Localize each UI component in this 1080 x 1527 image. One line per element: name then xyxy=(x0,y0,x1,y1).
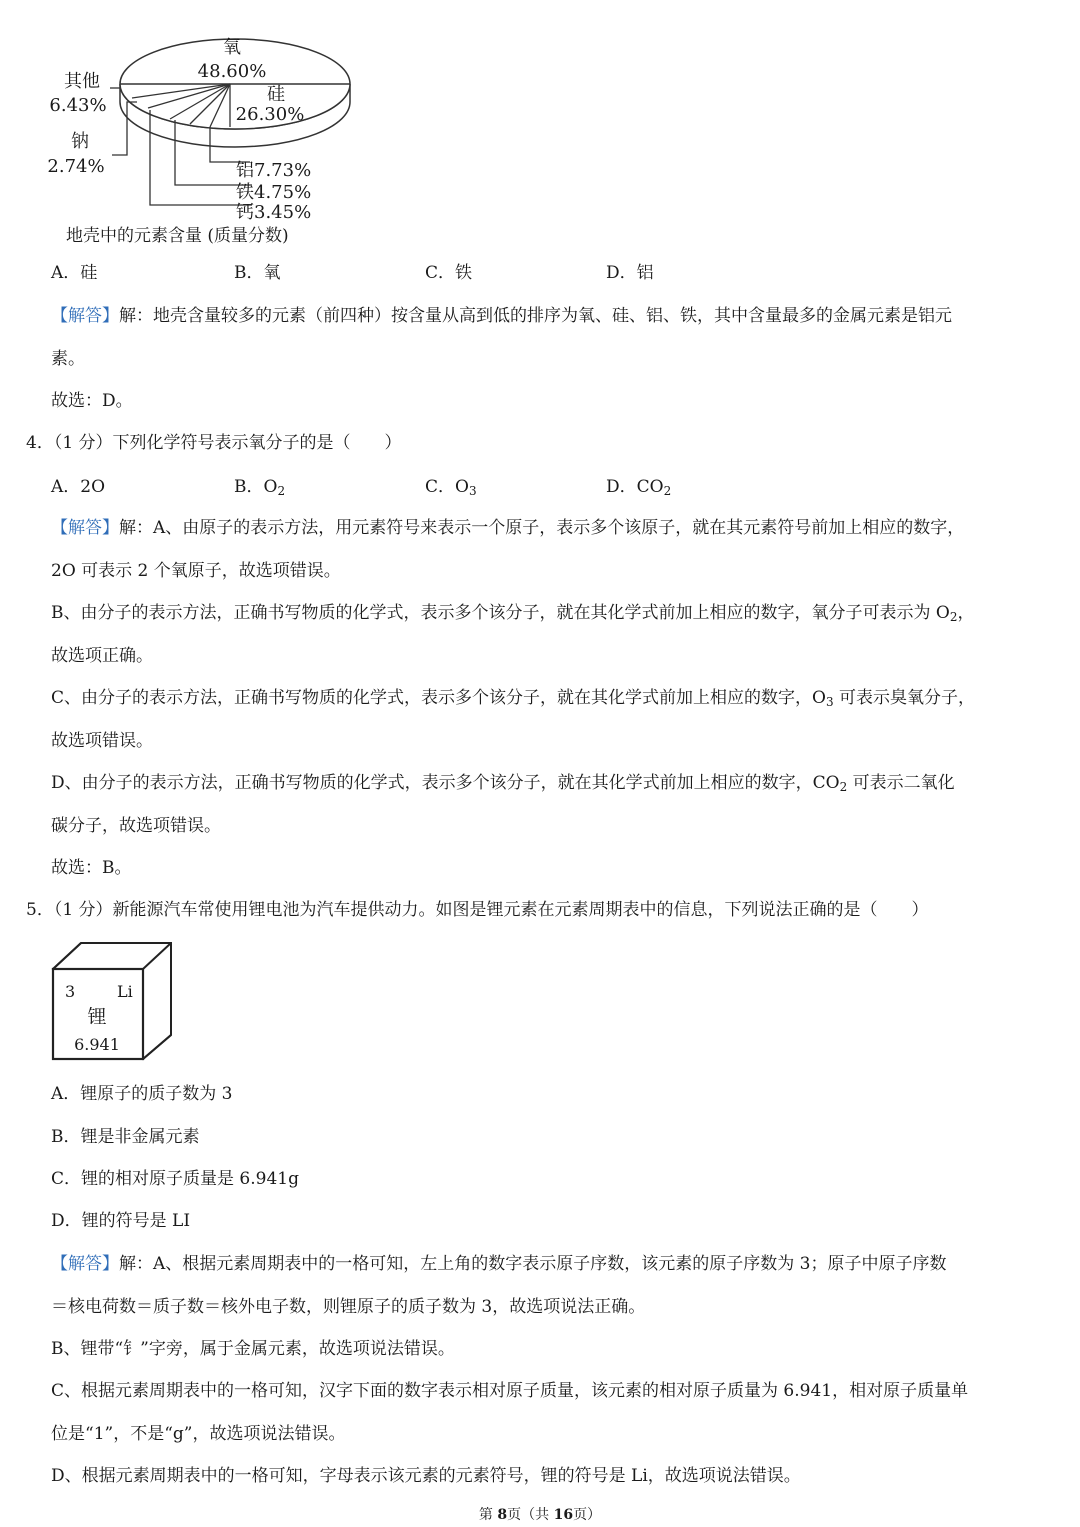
page-number: 8 xyxy=(497,1507,508,1523)
q3-option-d[interactable]: D．铝 xyxy=(606,263,654,283)
q3-answer-line1: 【解答】解：地壳含量较多的元素（前四种）按含量从高到低的排序为氧、硅、铝、铁，其中含量最多的金属元素是铝元 xyxy=(51,306,952,326)
lithium-element-cell xyxy=(50,940,180,1065)
q4-option-c[interactable]: C．$O_3$ xyxy=(425,477,477,498)
oxygen-value: 48.60% xyxy=(197,61,267,82)
q4-stem: 4．（1 分）下列化学符号表示氧分子的是（ ） xyxy=(26,433,402,453)
q5-answer-a-line2: ＝核电荷数＝质子数＝核外电子数，则锂原子的质子数为 3，故选项说法正确。 xyxy=(51,1297,646,1317)
silicon-label: 硅 xyxy=(267,84,285,105)
q4-answer-b-line2: 故选项正确。 xyxy=(51,646,153,666)
page-footer: 第 8页（共 16页） xyxy=(478,1507,602,1523)
element-symbol: Li xyxy=(117,982,133,1001)
q4-option-d[interactable]: D．$CO_2$ xyxy=(606,477,672,498)
q3-option-c[interactable]: C．铁 xyxy=(425,263,473,283)
q5-answer-b: B、锂带“钅”字旁，属于金属元素，故选项说法错误。 xyxy=(51,1339,455,1359)
q5-answer-d: D、根据元素周期表中的一格可知，字母表示该元素的元素符号，锂的符号是 Li，故选项说法错误。 xyxy=(51,1466,801,1486)
q3-choice: 故选：D。 xyxy=(51,391,133,411)
q5-answer-a-line1: 【解答】解：A、根据元素周期表中的一格可知，左上角的数字表示原子序数，该元素的原子序数为 3；原子中原子序数 xyxy=(51,1254,947,1274)
crust-element-pie-chart xyxy=(40,30,400,280)
answer-tag: 【解答】 xyxy=(51,518,119,538)
oxygen-label: 氧 xyxy=(223,37,241,58)
q4-answer-a-line2: 2O 可表示 2 个氧原子，故选项错误。 xyxy=(51,561,341,581)
q5-stem: 5．（1 分）新能源汽车常使用锂电池为汽车提供动力。如图是锂元素在元素周期表中的信息，下列说法正确的是（ ） xyxy=(26,900,929,920)
element-name: 锂 xyxy=(87,1006,107,1028)
aluminum-label: 铝7.73% xyxy=(236,160,312,181)
sodium-value: 2.74% xyxy=(47,156,105,177)
atomic-number: 3 xyxy=(65,982,76,1001)
q4-answer-c-line1: C、由分子的表示方法，正确书写物质的化学式，表示多个该分子，就在其化学式前加上相应的数字，$O_3$ 可表示臭氧分子， xyxy=(51,688,975,709)
q4-choice: 故选：B。 xyxy=(51,858,132,878)
other-value: 6.43% xyxy=(49,95,107,116)
q5-option-b[interactable]: B．锂是非金属元素 xyxy=(51,1127,200,1147)
q4-option-a[interactable]: A．2O xyxy=(51,477,106,497)
q5-answer-c-line1: C、根据元素周期表中的一格可知，汉字下面的数字表示相对原子质量，该元素的相对原子质量为 6.941，相对原子质量单 xyxy=(51,1381,969,1401)
q4-answer-c-line2: 故选项错误。 xyxy=(51,731,153,751)
q4-answer-d-line2: 碳分子，故选项错误。 xyxy=(51,816,221,836)
answer-tag: 【解答】 xyxy=(51,1254,119,1274)
q4-answer-b-line1: B、由分子的表示方法，正确书写物质的化学式，表示多个该分子，就在其化学式前加上相应的数字，氧分子可表示为 $O_2$， xyxy=(51,603,975,624)
q5-option-d[interactable]: D．锂的符号是 LI xyxy=(51,1211,191,1231)
chart-caption: 地壳中的元素含量 (质量分数) xyxy=(66,226,289,246)
q3-option-a[interactable]: A．硅 xyxy=(51,263,98,283)
q3-option-b[interactable]: B．氧 xyxy=(234,263,281,283)
q5-answer-c-line2: 位是“1”，不是“g”，故选项说法错误。 xyxy=(51,1424,346,1444)
q5-option-c[interactable]: C．锂的相对原子质量是 6.941g xyxy=(51,1169,299,1189)
q4-answer-a-line1: 【解答】解：A、由原子的表示方法，用元素符号来表示一个原子，表示多个该原子，就在其元素符号前加上相应的数字， xyxy=(51,518,965,538)
q5-option-a[interactable]: A．锂原子的质子数为 3 xyxy=(51,1084,233,1104)
q4-answer-d-line1: D、由分子的表示方法，正确书写物质的化学式，表示多个该分子，就在其化学式前加上相应的数字，$CO_2$ 可表示二氧化 xyxy=(51,773,955,794)
silicon-value: 26.30% xyxy=(235,104,305,125)
q4-option-b[interactable]: B．$O_2$ xyxy=(234,477,286,498)
page-total: 16 xyxy=(553,1507,574,1523)
iron-label: 铁4.75% xyxy=(236,182,312,203)
sodium-label: 钠 xyxy=(71,131,89,152)
calcium-label: 钙3.45% xyxy=(236,202,312,223)
other-label: 其他 xyxy=(64,71,100,92)
q3-answer-line2: 素。 xyxy=(51,349,85,369)
answer-tag: 【解答】 xyxy=(51,306,119,326)
atomic-mass: 6.941 xyxy=(74,1035,120,1054)
